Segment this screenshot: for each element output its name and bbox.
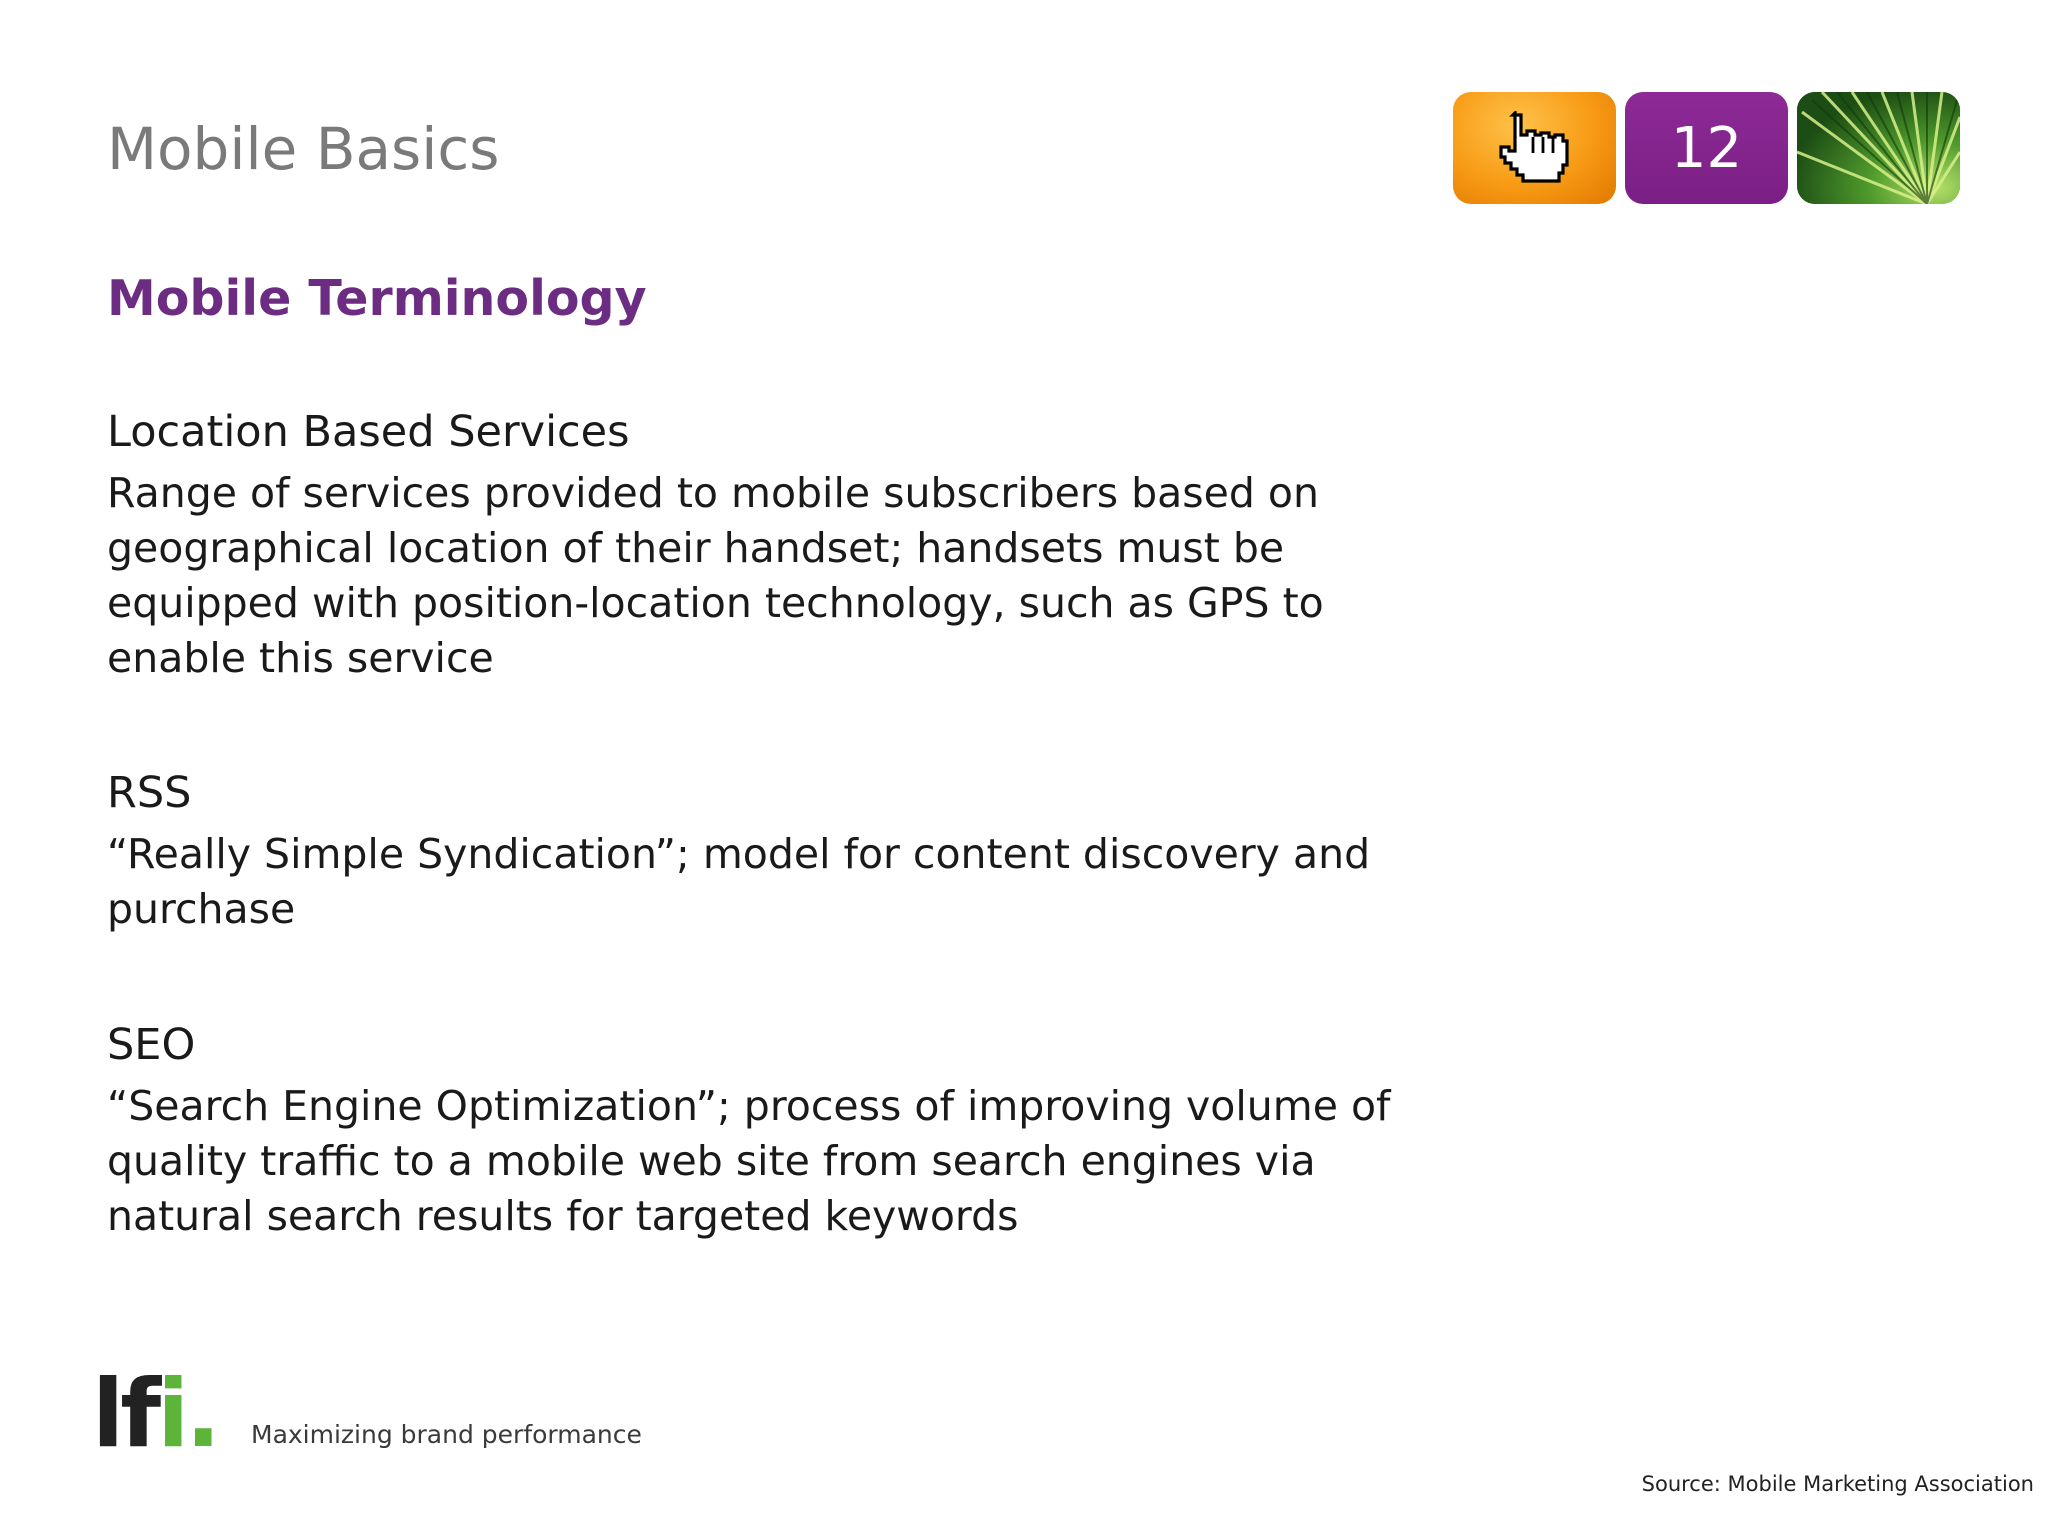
definition-line: quality traffic to a mobile web site from search engines via (107, 1137, 1316, 1185)
logo-wordmark (92, 1360, 218, 1469)
source-note: Source: Mobile Marketing Association (1641, 1472, 2034, 1496)
term-rss (107, 763, 1407, 937)
term-seo (107, 1015, 1407, 1244)
definition-line: “Really Simple Syndication”; model for content discovery and (107, 830, 1371, 878)
definition-line: Range of services provided to mobile subscribers based on (107, 469, 1319, 517)
section-title: Mobile Terminology (107, 270, 647, 327)
page-number-tile (1625, 92, 1788, 204)
logo-accent: i. (157, 1360, 218, 1469)
definition-line: natural search results for targeted keywords (107, 1192, 1019, 1240)
pointer-tile (1453, 92, 1616, 204)
palm-leaf-graphic (1797, 92, 1960, 204)
page-title: Mobile Basics (107, 115, 500, 183)
definition-line: geographical location of their handset; handsets must be (107, 524, 1285, 572)
term-name: Location Based Services (107, 407, 630, 457)
term-location-based-services (107, 402, 1407, 686)
term-name: SEO (107, 1020, 196, 1070)
term-definition (107, 827, 1407, 937)
definition-line: “Search Engine Optimization”; process of improving volume of (107, 1082, 1391, 1130)
logo-tagline: Maximizing brand performance (251, 1420, 642, 1449)
logo-main: lf (92, 1360, 158, 1469)
term-definition (107, 466, 1407, 686)
page-number: 12 (1670, 115, 1743, 181)
header-tiles (1453, 92, 1960, 204)
definition-line: purchase (107, 885, 296, 933)
pointing-hand-cursor-icon (1489, 111, 1581, 185)
palm-leaf-image (1797, 92, 1960, 204)
company-logo (92, 1360, 218, 1469)
definition-line: enable this service (107, 634, 494, 682)
term-definition (107, 1079, 1407, 1244)
definition-line: equipped with position-location technology, such as GPS to (107, 579, 1324, 627)
term-name: RSS (107, 768, 192, 818)
